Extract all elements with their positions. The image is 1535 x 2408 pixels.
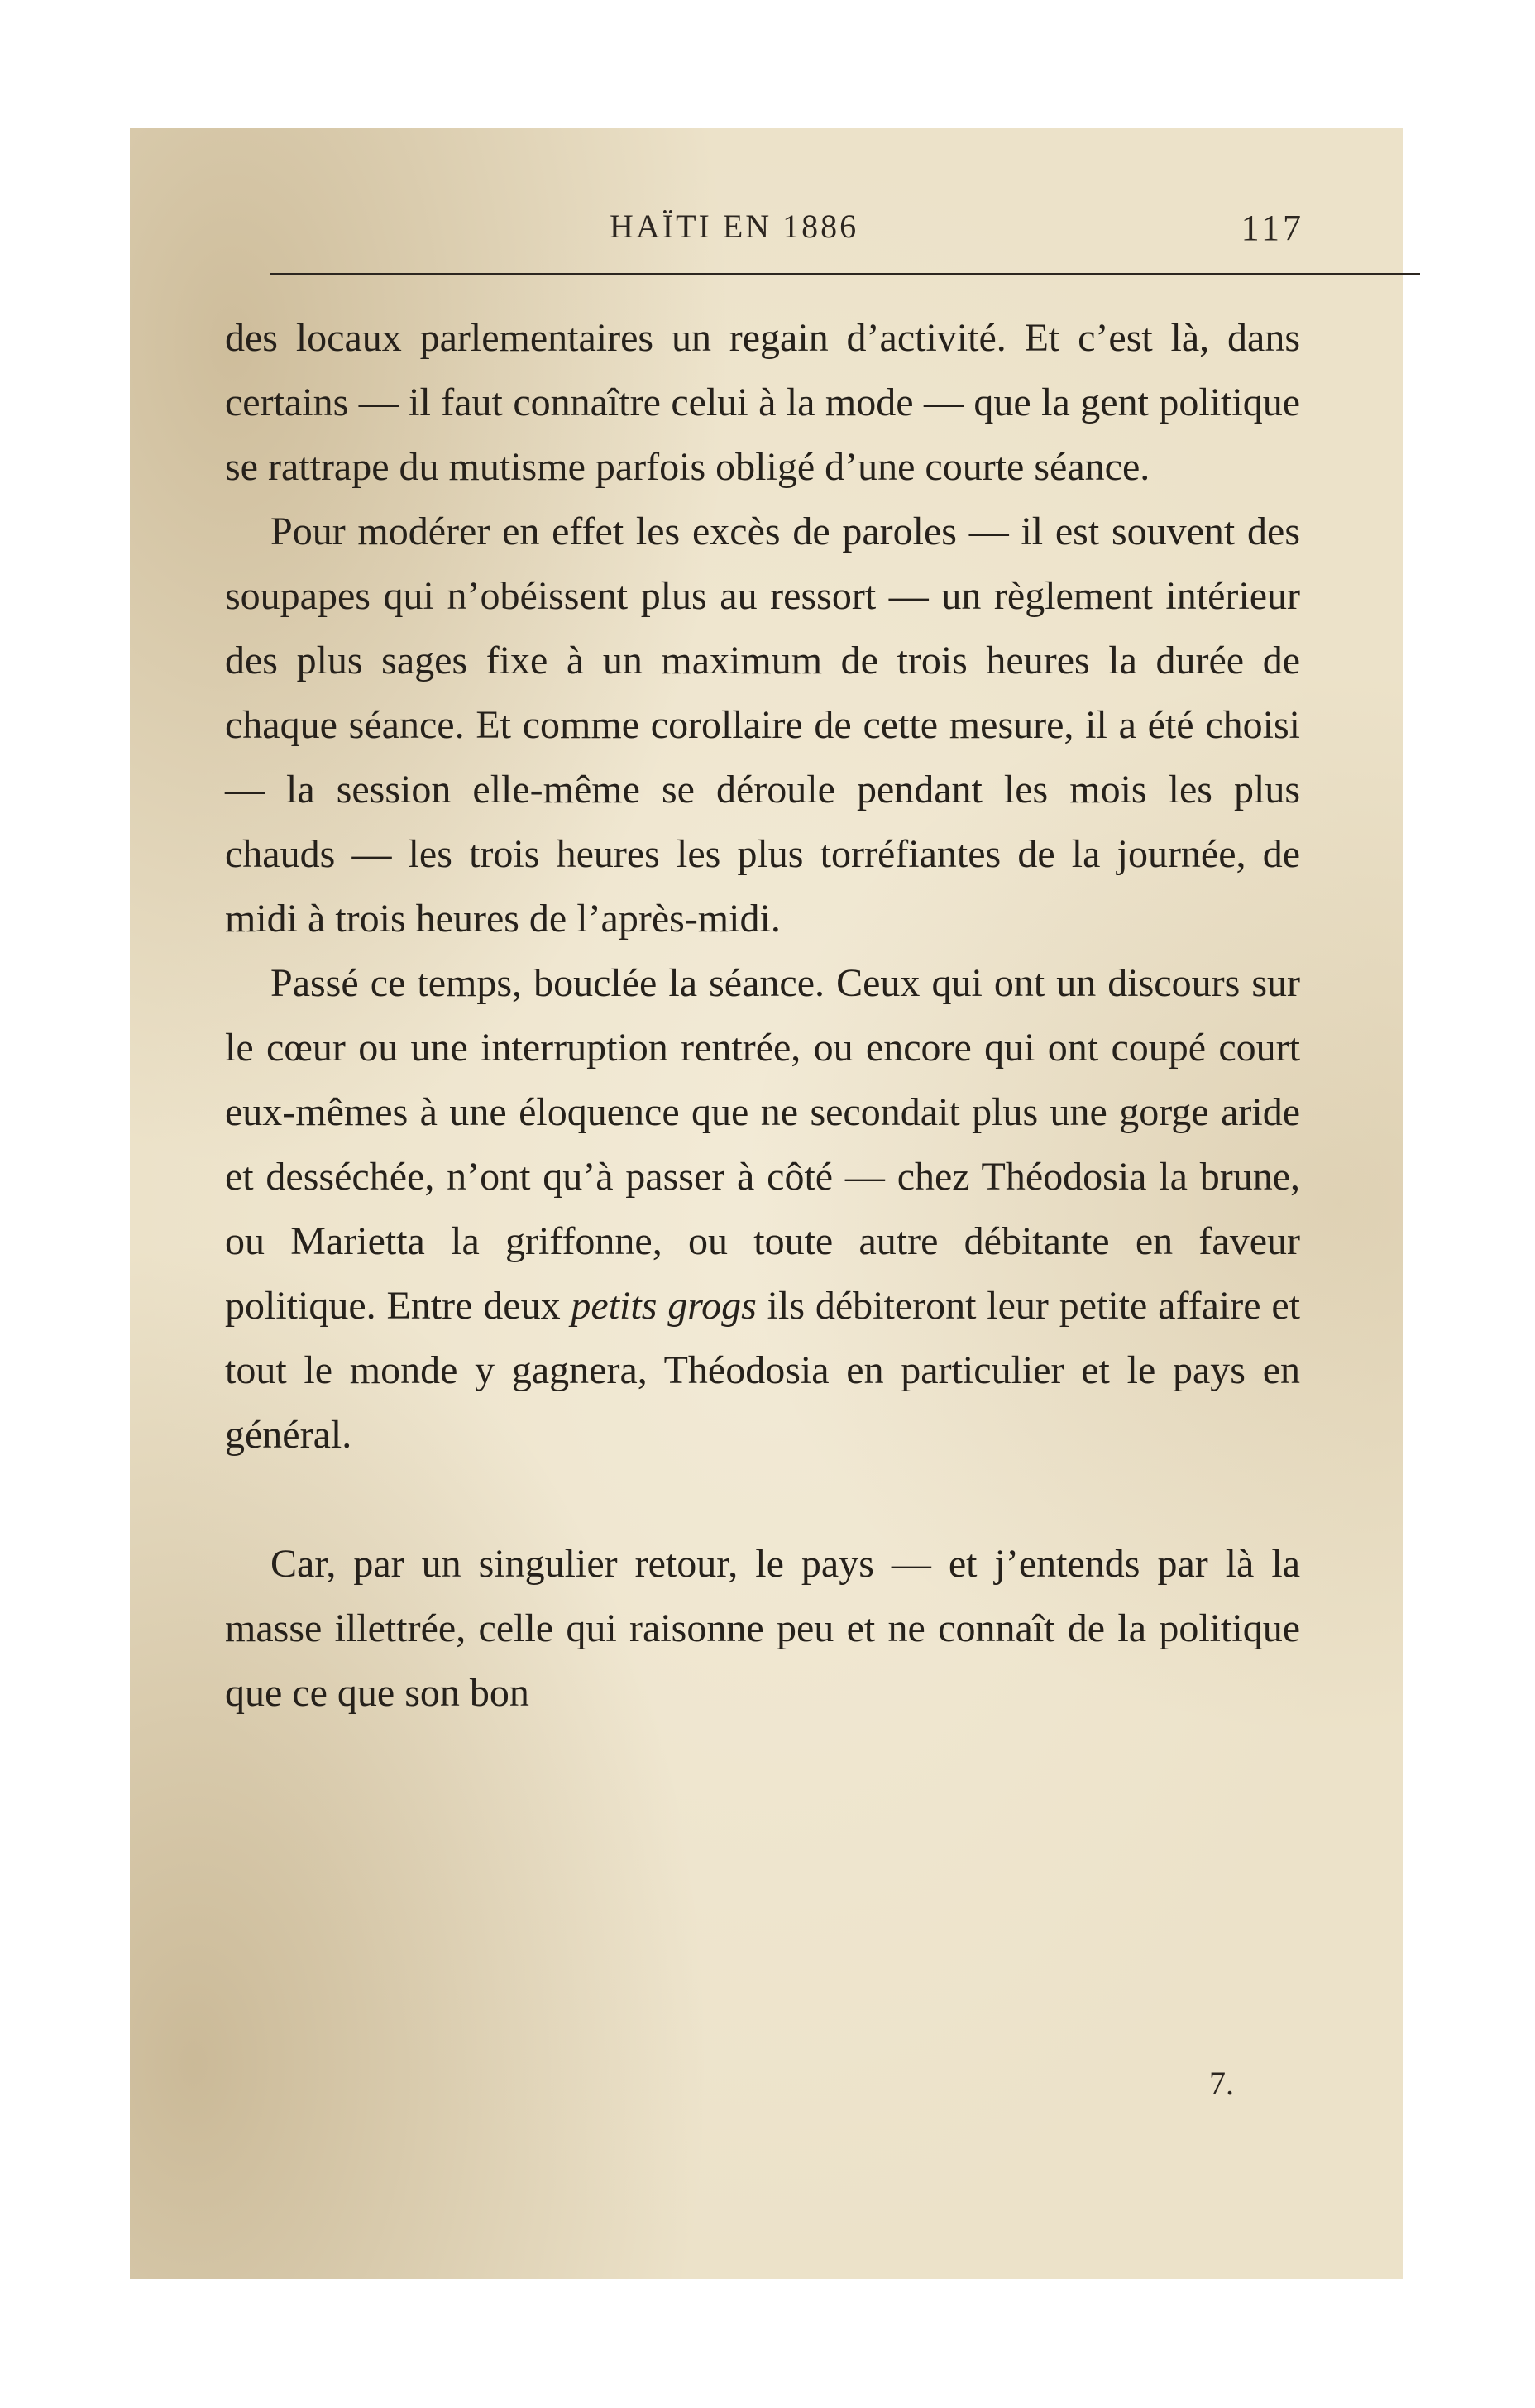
- running-title: HAÏTI EN 1886: [610, 208, 859, 245]
- paragraph-1: des locaux parlementaires un regain d’activité. Et c’est là, dans certains — il faut connaître celui à la mode — que la gent politique se rattrape du mutisme parfois obligé d’une courte séance.: [225, 316, 1300, 489]
- paragraph-2: Pour modérer en effet les excès de paroles — il est souvent des soupapes qui n’obéissent plus au ressort — un règlement intérieur des plus sages fixe à un maximum de trois heures la durée de chaque séance. Et comme corollaire de cette mesure, il a été choisi — la session elle-même se déroule pendant les mois les plus chauds — les trois heures les plus torréfiantes de la journée, de midi à trois heures de l’après-midi.: [225, 510, 1300, 941]
- italic-phrase: petits grogs: [571, 1284, 757, 1328]
- paragraph-3-text-after: ils débiteront leur petite affaire et tout le monde y gagnera, Théodosia en particulier et le pays en général.: [225, 1284, 1300, 1457]
- header-rule: [270, 273, 1420, 275]
- body-text: [225, 306, 1300, 1726]
- paragraph-3-text-before: Passé ce temps, bouclée la séance. Ceux qui ont un discours sur le cœur ou une interruption rentrée, ou encore qui ont coupé court eux-mêmes à une éloquence que ne secondait plus une gorge aride et desséchée, n’ont qu’à passer à côté — chez Théodosia la brune, ou Marietta la griffonne, ou toute autre débitante en faveur politique. Entre deux: [225, 961, 1300, 1328]
- page-number: 117: [1241, 208, 1304, 248]
- paragraph-4: Car, par un singulier retour, le pays — et j’entends par là la masse illettrée, celle qui raisonne peu et ne connaît de la politique que ce que son bon: [225, 1542, 1300, 1715]
- running-head: [130, 207, 1403, 256]
- paragraph-3: [225, 951, 1300, 1467]
- book-page: [130, 128, 1403, 2279]
- signature-mark: 7.: [1209, 2065, 1234, 2102]
